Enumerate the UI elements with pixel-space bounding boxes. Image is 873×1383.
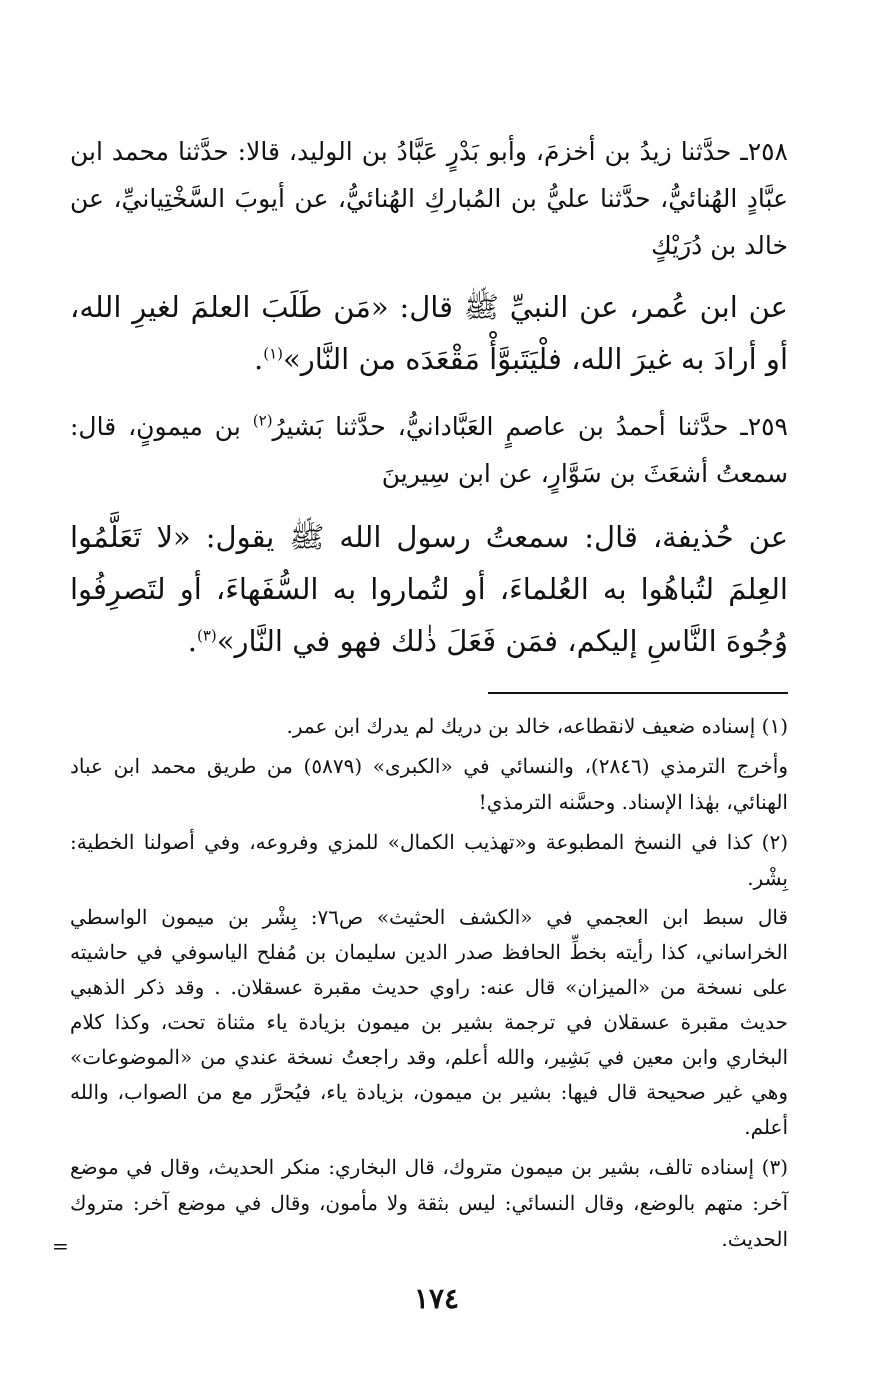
hadith-259-matn: عن حُذيفة، قال: سمعتُ رسول الله ﷺ يقول: «لا تَعَلَّمُوا العِلمَ لتُباهُوا به العُلماءَ، أو لتُماروا به السُّفَهاءَ، أو لتَصرِفُوا وُجُوهَ النَّاسِ إليكم، فمَن فَعَلَ ذٰلك فهو في النَّار»	[70, 520, 788, 658]
page-body	[70, 128, 788, 1343]
footnote-3: (٣) إسناده تالف، بشير بن ميمون متروك، قال البخاري: منكر الحديث، وقال في موضع آخر: متهم بالوضع، وقال النسائي: ليس بثقة ولا مأمون، وقال في موضع آخر: متروك الحديث.	[70, 1155, 788, 1251]
hadith-259-chain	[70, 403, 788, 497]
hadith-258-matn: عن ابن عُمر، عن النبيِّ ﷺ قال: «مَن طَلَبَ العلمَ لغيرِ الله، أو أرادَ به غيرَ الله، فلْيَتَبوَّأْ مَقْعَدَه من النَّار»	[70, 290, 788, 376]
continuation-mark: =	[52, 1234, 69, 1258]
footnote-ref-2[interactable]: (٢)	[252, 411, 273, 430]
hadith-259-chain-part1: ٢٥٩ـ حدَّثنا أحمدُ بن عاصمٍ العَبَّادانيُّ، حدَّثنا بَشيرُ	[272, 412, 788, 441]
page-number: ١٧٤	[413, 1282, 460, 1315]
hadith-258-chain	[70, 128, 788, 269]
footnote-2: (٢) كذا في النسخ المطبوعة و«تهذيب الكمال» للمزي وفروعه، وفي أصولنا الخطية: بِشْر.	[70, 830, 788, 890]
footnote-ref-3[interactable]: (٣)	[196, 626, 217, 645]
footnote-separator	[488, 692, 788, 694]
hadith-258-chain-text: ٢٥٨ـ حدَّثنا زيدُ بن أخزمَ، وأبو بَدْرٍ عَبَّادُ بن الوليد، قالا: حدَّثنا محمد ابن عبَّادٍ الهُنائيُّ، حدَّثنا عليُّ بن المُباركِ الهُنائيُّ، عن أيوبَ السَّخْتِيانيِّ، عن خالد بن دُرَيْكٍ	[70, 137, 788, 260]
footnote-1: (١) إسناده ضعيف لانقطاعه، خالد بن دريك لم يدرك ابن عمر.	[286, 714, 788, 738]
footnote-2-continued: قال سبط ابن العجمي في «الكشف الحثيث» ص٧٦: بِشْر بن ميمون الواسطي الخراساني، كذا رأيته بخطِّ الحافظ صدر الدين سليمان بن مُفلح الياسوفي في حاشيته على نسخة من «الميزان» قال عنه: راوي حديث مقبرة عسقلان. . وقد ذكر الذهبي حديث مقبرة عسقلان في ترجمة بشير بن ميمون بزيادة ياء مثناة تحت، وكذا كلام البخاري وابن معين في بَشِير، والله أعلم، وقد راجعتُ نسخة عندي من «الموضوعات» وهي غير صحيحة قال فيها: بشير بن ميمون، بزيادة ياء، فيُحرَّر مع من الصواب، والله أعلم.	[70, 905, 789, 1139]
hadith-259-text	[70, 511, 788, 667]
hadith-258-text	[70, 281, 788, 385]
hadith-259-end: .	[187, 624, 197, 658]
footnote-ref-1[interactable]: (١)	[263, 344, 284, 363]
hadith-258-end: .	[254, 342, 264, 376]
footnote-1-continued: وأخرج الترمذي (٢٨٤٦)، والنسائي في «الكبرى» (٥٨٧٩) من طريق محمد ابن عباد الهنائي، بهٰذا الإسناد. وحسَّنه الترمذي!	[70, 754, 788, 814]
footnotes	[70, 708, 788, 1261]
hadith-259-chain-part2: بن ميمونٍ، قال: سمعتُ أشعَثَ بن سَوَّارٍ، عن ابن سِيرينَ	[70, 412, 788, 488]
